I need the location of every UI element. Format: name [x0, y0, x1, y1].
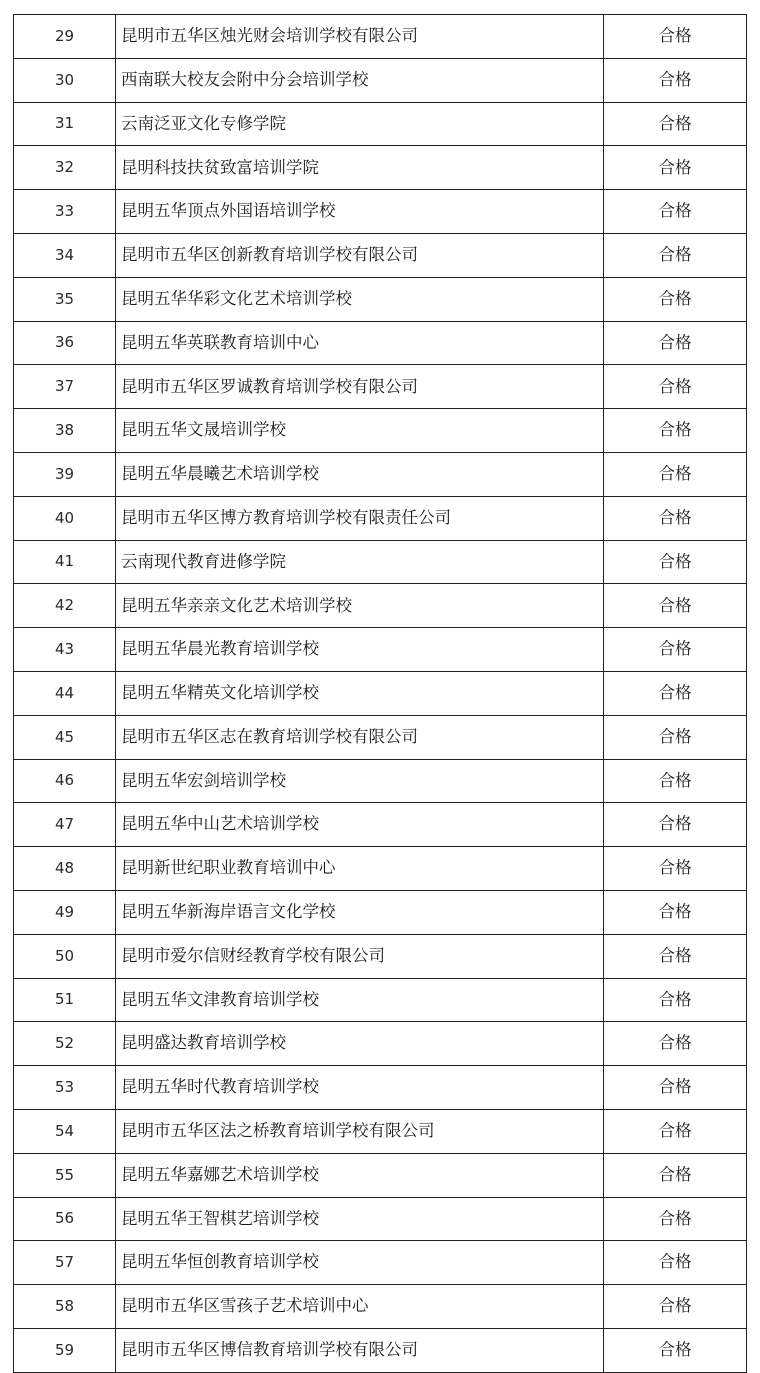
institution-name: 昆明五华恒创教育培训学校	[116, 1241, 604, 1285]
inspection-result: 合格	[604, 146, 747, 190]
inspection-result: 合格	[604, 1022, 747, 1066]
table-row	[14, 1241, 747, 1285]
table-body	[14, 15, 747, 1373]
inspection-result: 合格	[604, 452, 747, 496]
institution-name: 昆明五华新海岸语言文化学校	[116, 890, 604, 934]
row-number: 37	[14, 365, 116, 409]
institution-name: 昆明五华晨光教育培训学校	[116, 628, 604, 672]
results-table	[13, 14, 747, 1373]
row-number: 38	[14, 409, 116, 453]
inspection-result: 合格	[604, 1066, 747, 1110]
row-number: 55	[14, 1153, 116, 1197]
institution-name: 昆明市五华区博信教育培训学校有限公司	[116, 1328, 604, 1372]
row-number: 49	[14, 890, 116, 934]
row-number: 39	[14, 452, 116, 496]
row-number: 52	[14, 1022, 116, 1066]
institution-name: 昆明市五华区烛光财会培训学校有限公司	[116, 15, 604, 59]
row-number: 40	[14, 496, 116, 540]
institution-name: 昆明五华精英文化培训学校	[116, 671, 604, 715]
inspection-result: 合格	[604, 890, 747, 934]
table-row	[14, 321, 747, 365]
row-number: 57	[14, 1241, 116, 1285]
row-number: 36	[14, 321, 116, 365]
inspection-result: 合格	[604, 934, 747, 978]
table-row	[14, 1328, 747, 1372]
results-sheet	[13, 14, 746, 1373]
table-row	[14, 233, 747, 277]
institution-name: 昆明五华宏剑培训学校	[116, 759, 604, 803]
institution-name: 昆明市五华区雪孩子艺术培训中心	[116, 1285, 604, 1329]
row-number: 34	[14, 233, 116, 277]
inspection-result: 合格	[604, 190, 747, 234]
inspection-result: 合格	[604, 365, 747, 409]
inspection-result: 合格	[604, 321, 747, 365]
inspection-result: 合格	[604, 671, 747, 715]
institution-name: 昆明五华亲亲文化艺术培训学校	[116, 584, 604, 628]
institution-name: 云南泛亚文化专修学院	[116, 102, 604, 146]
table-row	[14, 628, 747, 672]
table-row	[14, 715, 747, 759]
institution-name: 昆明五华嘉娜艺术培训学校	[116, 1153, 604, 1197]
inspection-result: 合格	[604, 847, 747, 891]
row-number: 42	[14, 584, 116, 628]
row-number: 51	[14, 978, 116, 1022]
inspection-result: 合格	[604, 1109, 747, 1153]
inspection-result: 合格	[604, 233, 747, 277]
inspection-result: 合格	[604, 1197, 747, 1241]
row-number: 32	[14, 146, 116, 190]
table-row	[14, 890, 747, 934]
institution-name: 昆明市五华区法之桥教育培训学校有限公司	[116, 1109, 604, 1153]
institution-name: 昆明盛达教育培训学校	[116, 1022, 604, 1066]
row-number: 54	[14, 1109, 116, 1153]
table-row	[14, 277, 747, 321]
institution-name: 昆明市五华区博方教育培训学校有限责任公司	[116, 496, 604, 540]
table-row	[14, 146, 747, 190]
inspection-result: 合格	[604, 715, 747, 759]
row-number: 44	[14, 671, 116, 715]
row-number: 50	[14, 934, 116, 978]
table-row	[14, 1066, 747, 1110]
institution-name: 昆明五华英联教育培训中心	[116, 321, 604, 365]
inspection-result: 合格	[604, 409, 747, 453]
institution-name: 云南现代教育进修学院	[116, 540, 604, 584]
inspection-result: 合格	[604, 540, 747, 584]
table-row	[14, 365, 747, 409]
institution-name: 昆明市五华区罗诚教育培训学校有限公司	[116, 365, 604, 409]
row-number: 43	[14, 628, 116, 672]
table-row	[14, 1153, 747, 1197]
institution-name: 昆明新世纪职业教育培训中心	[116, 847, 604, 891]
institution-name: 昆明五华中山艺术培训学校	[116, 803, 604, 847]
table-row	[14, 15, 747, 59]
table-row	[14, 934, 747, 978]
table-row	[14, 803, 747, 847]
table-row	[14, 496, 747, 540]
row-number: 58	[14, 1285, 116, 1329]
table-row	[14, 759, 747, 803]
inspection-result: 合格	[604, 496, 747, 540]
row-number: 35	[14, 277, 116, 321]
table-row	[14, 1197, 747, 1241]
inspection-result: 合格	[604, 1285, 747, 1329]
row-number: 45	[14, 715, 116, 759]
row-number: 46	[14, 759, 116, 803]
inspection-result: 合格	[604, 277, 747, 321]
row-number: 41	[14, 540, 116, 584]
table-row	[14, 1285, 747, 1329]
table-row	[14, 847, 747, 891]
institution-name: 昆明市五华区创新教育培训学校有限公司	[116, 233, 604, 277]
inspection-result: 合格	[604, 1241, 747, 1285]
table-row	[14, 1109, 747, 1153]
institution-name: 昆明市五华区志在教育培训学校有限公司	[116, 715, 604, 759]
institution-name: 昆明市爱尔信财经教育学校有限公司	[116, 934, 604, 978]
row-number: 59	[14, 1328, 116, 1372]
institution-name: 昆明五华文津教育培训学校	[116, 978, 604, 1022]
institution-name: 昆明五华华彩文化艺术培训学校	[116, 277, 604, 321]
row-number: 30	[14, 58, 116, 102]
row-number: 56	[14, 1197, 116, 1241]
table-row	[14, 584, 747, 628]
row-number: 53	[14, 1066, 116, 1110]
inspection-result: 合格	[604, 759, 747, 803]
table-row	[14, 409, 747, 453]
inspection-result: 合格	[604, 1328, 747, 1372]
table-row	[14, 540, 747, 584]
table-row	[14, 978, 747, 1022]
table-row	[14, 102, 747, 146]
inspection-result: 合格	[604, 102, 747, 146]
table-row	[14, 671, 747, 715]
institution-name: 昆明五华顶点外国语培训学校	[116, 190, 604, 234]
table-row	[14, 452, 747, 496]
inspection-result: 合格	[604, 978, 747, 1022]
row-number: 29	[14, 15, 116, 59]
table-row	[14, 190, 747, 234]
row-number: 33	[14, 190, 116, 234]
inspection-result: 合格	[604, 584, 747, 628]
row-number: 31	[14, 102, 116, 146]
institution-name: 昆明五华时代教育培训学校	[116, 1066, 604, 1110]
inspection-result: 合格	[604, 15, 747, 59]
table-row	[14, 1022, 747, 1066]
row-number: 48	[14, 847, 116, 891]
inspection-result: 合格	[604, 803, 747, 847]
institution-name: 昆明五华晨曦艺术培训学校	[116, 452, 604, 496]
institution-name: 昆明五华文晟培训学校	[116, 409, 604, 453]
row-number: 47	[14, 803, 116, 847]
inspection-result: 合格	[604, 1153, 747, 1197]
institution-name: 西南联大校友会附中分会培训学校	[116, 58, 604, 102]
table-row	[14, 58, 747, 102]
institution-name: 昆明五华王智棋艺培训学校	[116, 1197, 604, 1241]
inspection-result: 合格	[604, 628, 747, 672]
inspection-result: 合格	[604, 58, 747, 102]
institution-name: 昆明科技扶贫致富培训学院	[116, 146, 604, 190]
